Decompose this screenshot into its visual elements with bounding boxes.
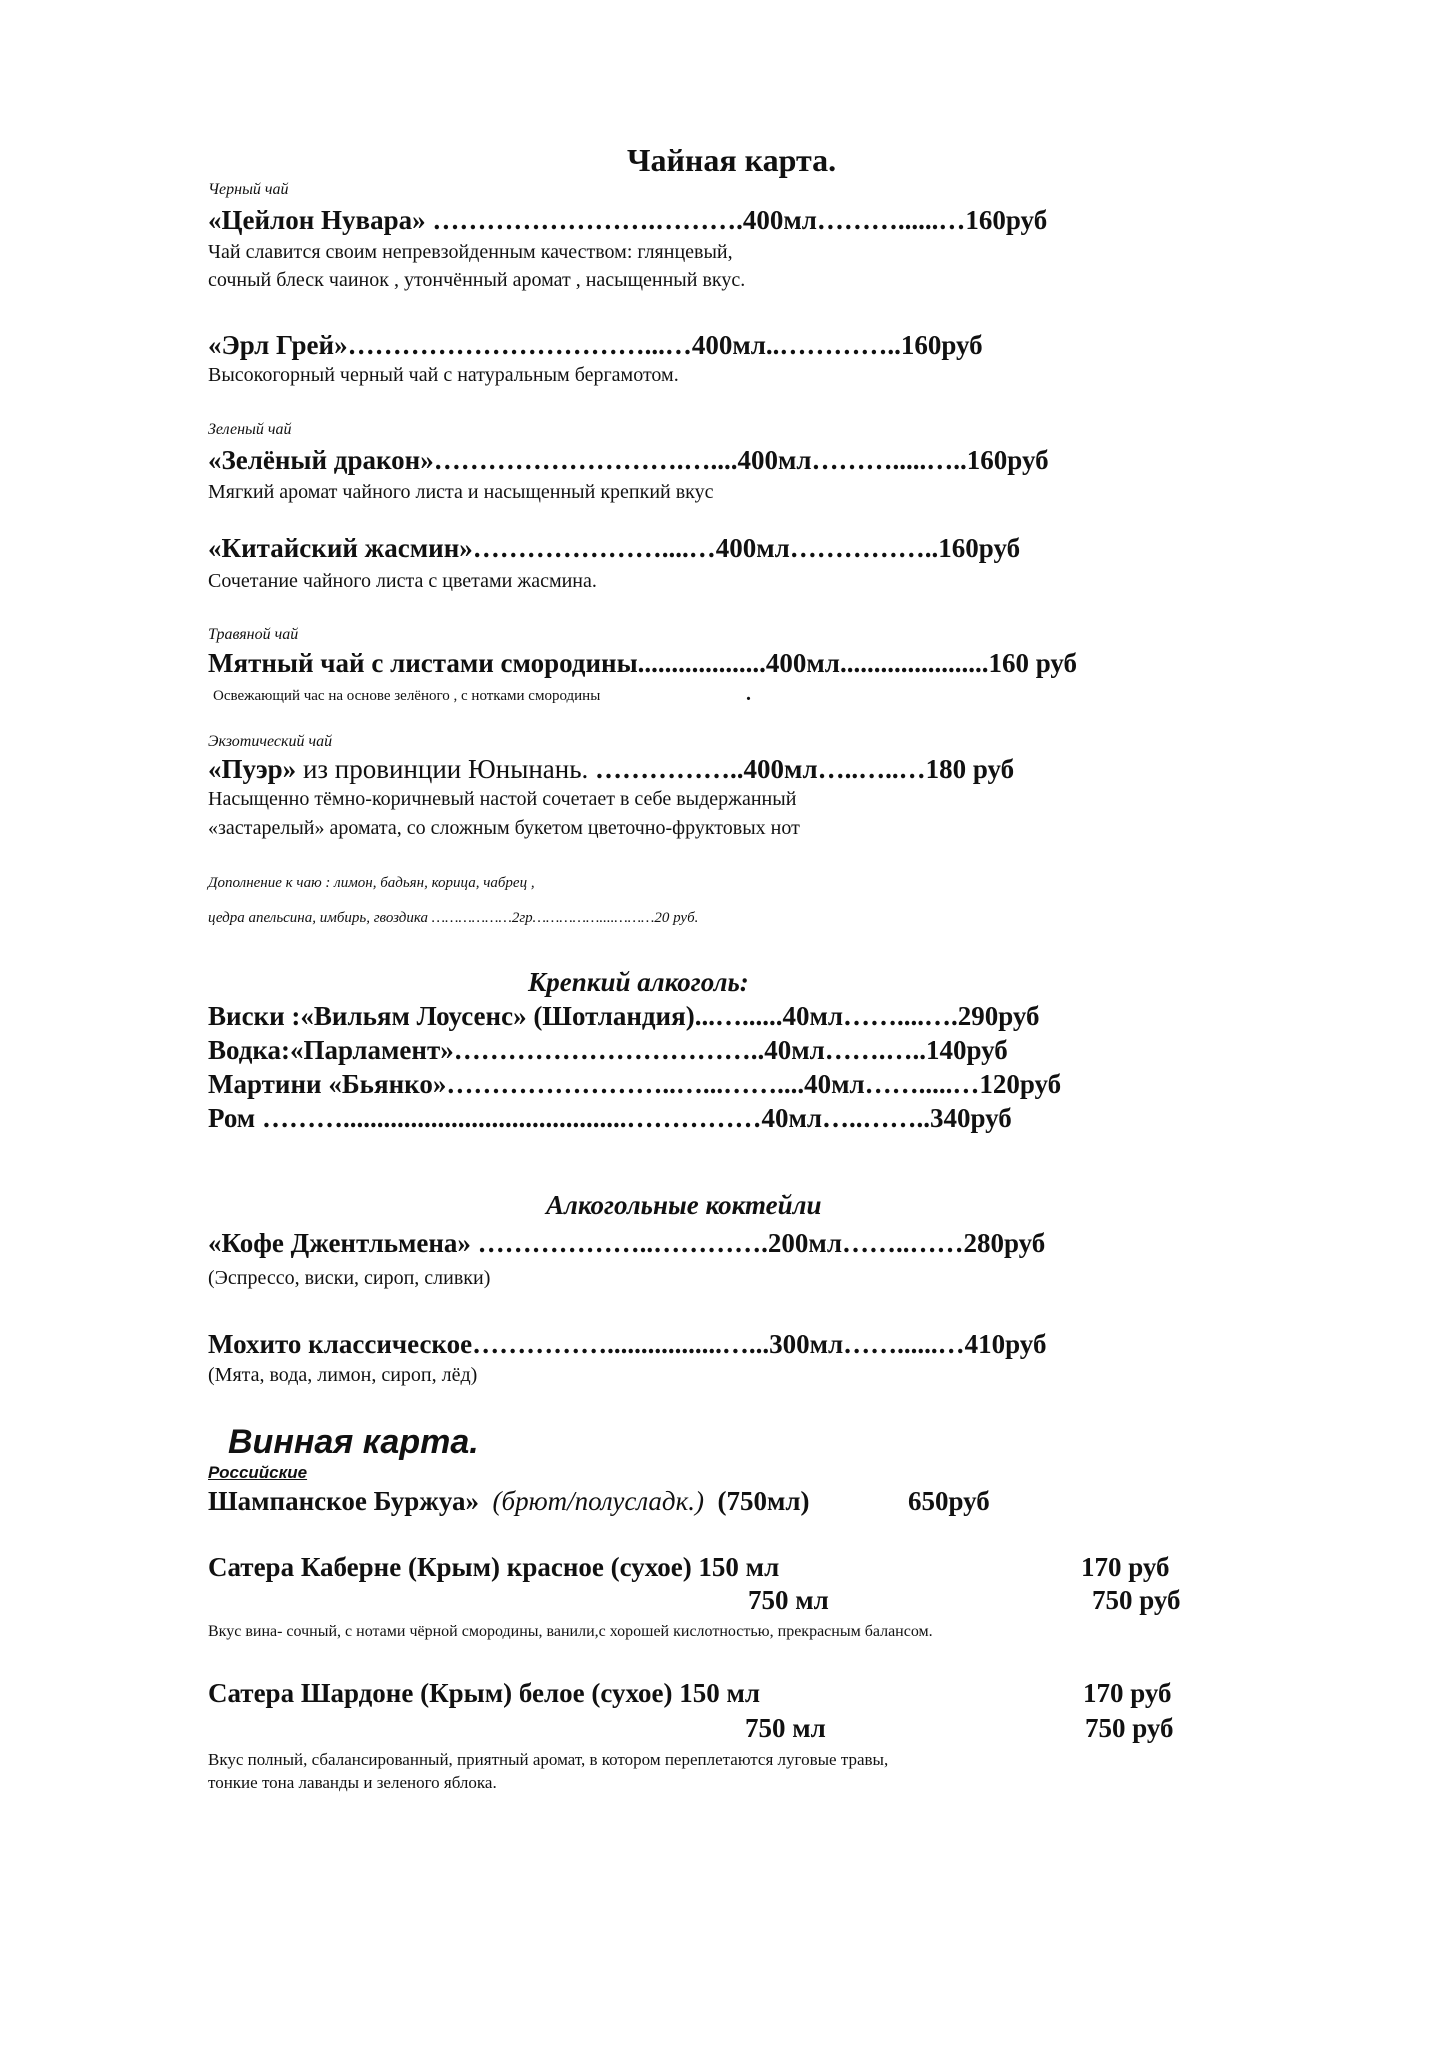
mint-tea-description-dot: . — [746, 683, 751, 705]
cabernet-price-150: 170 руб — [1081, 1552, 1170, 1582]
item-cabernet: Сатера Каберне (Крым) красное (сухое) 150 мл — [208, 1552, 780, 1582]
chardonnay-price-750: 750 руб — [1085, 1713, 1174, 1743]
earl-grey-description: Высокогорный черный чай с натуральным бергамотом. — [208, 364, 679, 386]
item-vodka: Водка:«Парламент»……………………………..40мл…….…..140руб — [208, 1035, 1008, 1065]
green-dragon-description: Мягкий аромат чайного листа и насыщенный крепкий вкус — [208, 481, 714, 503]
tea-addons-line1: Дополнение к чаю : лимон, бадьян, корица, чабрец , — [208, 875, 535, 891]
puer-description-line2: «застарелый» аромата, со сложным букетом цветочно-фруктовых нот — [208, 817, 800, 839]
item-chardonnay: Сатера Шардоне (Крым) белое (сухое) 150 мл — [208, 1678, 760, 1708]
puer-description-line1: Насыщенно тёмно-коричневый настой сочетает в себе выдержанный — [208, 788, 797, 810]
gentleman-coffee-ingredients: (Эспрессо, виски, сироп, сливки) — [208, 1267, 491, 1289]
puer-origin: из провинции Юнынань. — [296, 754, 596, 784]
item-gentleman-coffee: «Кофе Джентльмена» ………………..………….200мл……..……280руб — [208, 1228, 1046, 1258]
mojito-ingredients: (Мята, вода, лимон, сироп, лёд) — [208, 1364, 478, 1386]
cabernet-description: Вкус вина- сочный, с нотами чёрной смородины, ванили,с хорошей кислотностью, прекрасным балансом. — [208, 1623, 933, 1640]
ceylon-description-line1: Чай славится своим непревзойденным качеством: глянцевый, — [208, 241, 733, 263]
item-puer — [208, 754, 1014, 785]
chardonnay-description-line1: Вкус полный, сбалансированный, приятный аромат, в котором переплетаются луговые травы, — [208, 1750, 889, 1769]
ceylon-description-line2: сочный блеск чаинок , утончённый аромат , насыщенный вкус. — [208, 269, 746, 291]
tea-menu-title: Чайная карта. — [627, 142, 837, 178]
puer-name: «Пуэр» — [208, 754, 297, 784]
item-whisky: Виски :«Вильям Лоусенс» (Шотландия)...…......40мл……....….290руб — [208, 1001, 1040, 1031]
tea-addons-line2: цедра апельсина, имбирь, гвоздика ………………2гр……………....………20 руб. — [208, 910, 699, 926]
spirits-section-title: Крепкий алкоголь: — [528, 967, 749, 997]
category-green-tea: Зеленый чай — [208, 421, 292, 438]
item-martini: Мартини «Бьянко»……………………..…...……....40мл…….....…120руб — [208, 1069, 1062, 1099]
champagne-volume: (750мл) — [717, 1486, 810, 1516]
chardonnay-price-150: 170 руб — [1083, 1678, 1172, 1708]
item-mint-tea: Мятный чай с листами смородины...................400мл......................160 руб — [208, 648, 1077, 678]
category-exotic-tea: Экзотический чай — [208, 733, 333, 750]
puer-price-line: ……………..400мл…..…..…180 руб — [595, 754, 1015, 784]
mint-tea-description: Освежающий час на основе зелёного , с нотками смородины — [213, 688, 601, 704]
cabernet-price-750: 750 руб — [1092, 1585, 1181, 1615]
cabernet-volume-750: 750 мл — [748, 1585, 829, 1615]
champagne-name: Шампанское Буржуа» — [208, 1486, 479, 1516]
chardonnay-volume-750: 750 мл — [745, 1713, 826, 1743]
item-earl-grey: «Эрл Грей»……………………………...…400мл..…………..160руб — [208, 330, 983, 360]
item-champagne-burzhua — [208, 1486, 809, 1517]
jasmine-description: Сочетание чайного листа с цветами жасмина. — [208, 570, 597, 592]
item-chinese-jasmine: «Китайский жасмин»…………………....…400мл……………..160руб — [208, 533, 1021, 563]
chardonnay-description-line2: тонкие тона лаванды и зеленого яблока. — [208, 1773, 497, 1792]
item-rum: Ром ………..........................................……………40мл…..……..340руб — [208, 1103, 1012, 1133]
champagne-type: (брют/полусладк.) — [492, 1486, 704, 1516]
wine-menu-title: Винная карта. — [228, 1423, 479, 1461]
category-russian-wines: Российские — [208, 1463, 308, 1482]
item-ceylon-nuvara: «Цейлон Нувара» …………………….……….400мл………......…160руб — [208, 205, 1048, 235]
category-black-tea: Черный чай — [208, 181, 289, 198]
champagne-price: 650руб — [908, 1486, 990, 1516]
cocktails-section-title: Алкогольные коктейли — [546, 1190, 822, 1220]
item-green-dragon: «Зелёный дракон»……………………….…....400мл……….....…..160руб — [208, 445, 1049, 475]
category-herbal-tea: Травяной чай — [208, 626, 299, 643]
item-mojito: Мохито классическое…………….................…...300мл……......…410руб — [208, 1329, 1047, 1359]
